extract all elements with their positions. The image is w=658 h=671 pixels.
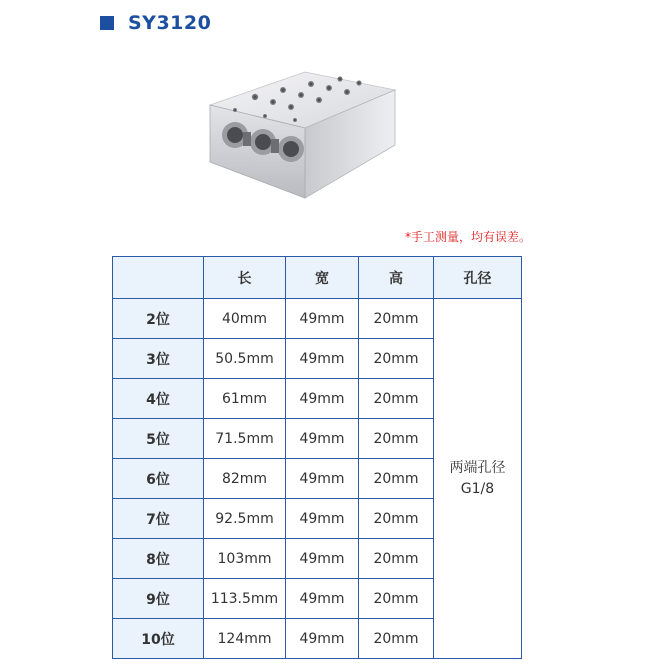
cell-bore <box>434 299 522 659</box>
header-cell-length: 长 <box>204 257 286 299</box>
bore-value: G1/8 <box>460 480 495 497</box>
cell-position: 3位 <box>113 339 204 379</box>
cell-position: 9位 <box>113 579 204 619</box>
table-header-row <box>113 257 522 299</box>
bore-label: 两端孔径 <box>449 459 506 476</box>
spec-table <box>112 256 522 659</box>
cell-height: 20mm <box>359 619 434 659</box>
cell-length: 40mm <box>204 299 286 339</box>
cell-length: 92.5mm <box>204 499 286 539</box>
cell-height: 20mm <box>359 419 434 459</box>
cell-position: 2位 <box>113 299 204 339</box>
header-cell-width: 宽 <box>286 257 359 299</box>
cell-width: 49mm <box>286 459 359 499</box>
header-cell-position <box>113 257 204 299</box>
cell-position: 5位 <box>113 419 204 459</box>
cell-position: 6位 <box>113 459 204 499</box>
cell-length: 124mm <box>204 619 286 659</box>
manifold-product-image <box>195 50 440 215</box>
cell-height: 20mm <box>359 579 434 619</box>
cell-width: 49mm <box>286 339 359 379</box>
table-row <box>113 299 522 339</box>
cell-position: 10位 <box>113 619 204 659</box>
cell-length: 61mm <box>204 379 286 419</box>
cell-height: 20mm <box>359 299 434 339</box>
cell-height: 20mm <box>359 539 434 579</box>
header-cell-height: 高 <box>359 257 434 299</box>
cell-height: 20mm <box>359 339 434 379</box>
title-square-icon <box>100 16 114 30</box>
cell-height: 20mm <box>359 499 434 539</box>
cell-width: 49mm <box>286 379 359 419</box>
cell-width: 49mm <box>286 619 359 659</box>
cell-height: 20mm <box>359 379 434 419</box>
cell-position: 8位 <box>113 539 204 579</box>
page-header <box>100 10 211 36</box>
cell-length: 82mm <box>204 459 286 499</box>
cell-width: 49mm <box>286 499 359 539</box>
cell-length: 71.5mm <box>204 419 286 459</box>
header-cell-bore: 孔径 <box>434 257 522 299</box>
cell-position: 7位 <box>113 499 204 539</box>
measurement-note: *手工测量，均有误差。 <box>405 230 532 244</box>
cell-length: 103mm <box>204 539 286 579</box>
page-title: SY3120 <box>128 12 212 34</box>
cell-width: 49mm <box>286 579 359 619</box>
cell-width: 49mm <box>286 299 359 339</box>
cell-length: 50.5mm <box>204 339 286 379</box>
cell-width: 49mm <box>286 539 359 579</box>
cell-height: 20mm <box>359 459 434 499</box>
cell-length: 113.5mm <box>204 579 286 619</box>
cell-position: 4位 <box>113 379 204 419</box>
cell-width: 49mm <box>286 419 359 459</box>
